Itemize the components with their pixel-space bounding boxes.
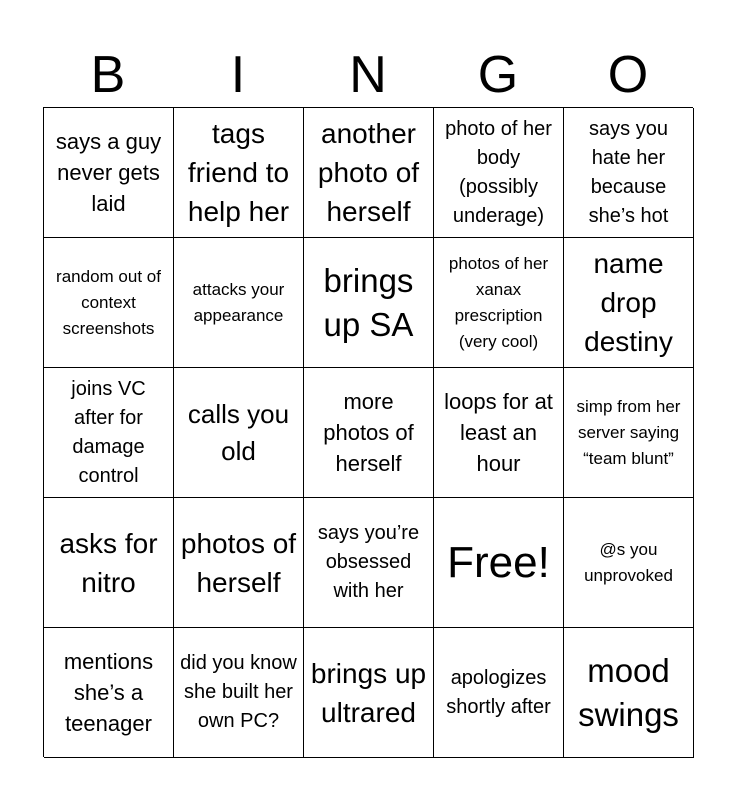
- cell-text: brings up SA: [323, 261, 414, 343]
- cell-text: joins VC after for damage control: [71, 377, 146, 487]
- cell-text: mentions she’s a teenager: [63, 649, 154, 736]
- cell-text: says you hate her because she’s hot: [588, 117, 669, 227]
- bingo-cell-r3c5[interactable]: [564, 368, 694, 498]
- header-letter-o: O: [607, 46, 649, 104]
- free-space-label: Free!: [447, 537, 550, 587]
- header-letter-n: N: [349, 46, 387, 104]
- bingo-cell-r2c5[interactable]: [564, 238, 694, 368]
- cell-text: random out of context screenshots: [56, 266, 161, 338]
- cell-text: more photos of herself: [323, 389, 414, 476]
- bingo-cell-r1c3[interactable]: [304, 108, 434, 238]
- bingo-cell-r3c3[interactable]: [304, 368, 434, 498]
- cell-text: tags friend to help her: [187, 118, 290, 227]
- header-letter-g: G: [477, 46, 519, 104]
- cell-text: says a guy never gets laid: [55, 129, 162, 216]
- cell-text: simp from her server saying “team blunt”: [576, 396, 681, 468]
- bingo-cell-r4c5[interactable]: [564, 498, 694, 628]
- bingo-cell-r3c4[interactable]: [434, 368, 564, 498]
- cell-text: @s you unprovoked: [584, 539, 673, 585]
- bingo-cell-r4c1[interactable]: [44, 498, 174, 628]
- bingo-cell-free[interactable]: [434, 498, 564, 628]
- bingo-cell-r5c2[interactable]: [174, 628, 304, 758]
- bingo-cell-r5c3[interactable]: [304, 628, 434, 758]
- cell-text: loops for at least an hour: [444, 389, 553, 476]
- bingo-cell-r1c1[interactable]: [44, 108, 174, 238]
- header-letter-b: B: [90, 46, 126, 104]
- bingo-cell-r3c2[interactable]: [174, 368, 304, 498]
- bingo-board: [43, 107, 693, 757]
- bingo-cell-r1c5[interactable]: [564, 108, 694, 238]
- cell-text: mood swings: [578, 651, 679, 733]
- bingo-cell-r1c2[interactable]: [174, 108, 304, 238]
- cell-text: brings up ultrared: [310, 657, 427, 728]
- cell-text: asks for nitro: [59, 527, 158, 598]
- cell-text: photos of herself: [180, 527, 297, 598]
- bingo-cell-r4c2[interactable]: [174, 498, 304, 628]
- bingo-cell-r3c1[interactable]: [44, 368, 174, 498]
- bingo-cell-r4c3[interactable]: [304, 498, 434, 628]
- cell-text: calls you old: [187, 398, 290, 466]
- bingo-cell-r2c2[interactable]: [174, 238, 304, 368]
- bingo-header: [43, 42, 693, 108]
- bingo-cell-r1c4[interactable]: [434, 108, 564, 238]
- bingo-cell-r2c4[interactable]: [434, 238, 564, 368]
- bingo-cell-r2c3[interactable]: [304, 238, 434, 368]
- cell-text: name drop destiny: [584, 248, 673, 357]
- cell-text: photo of her body (possibly underage): [445, 117, 552, 227]
- header-letter-i: I: [230, 46, 246, 104]
- bingo-cell-r5c4[interactable]: [434, 628, 564, 758]
- bingo-cell-r5c1[interactable]: [44, 628, 174, 758]
- cell-text: another photo of herself: [317, 118, 420, 227]
- bingo-cell-r2c1[interactable]: [44, 238, 174, 368]
- cell-text: says you’re obsessed with her: [317, 522, 420, 602]
- cell-text: did you know she built her own PC?: [180, 652, 297, 732]
- cell-text: apologizes shortly after: [446, 666, 551, 718]
- cell-text: attacks your appearance: [192, 279, 285, 325]
- bingo-cell-r5c5[interactable]: [564, 628, 694, 758]
- cell-text: photos of her xanax prescription (very cool): [448, 253, 549, 351]
